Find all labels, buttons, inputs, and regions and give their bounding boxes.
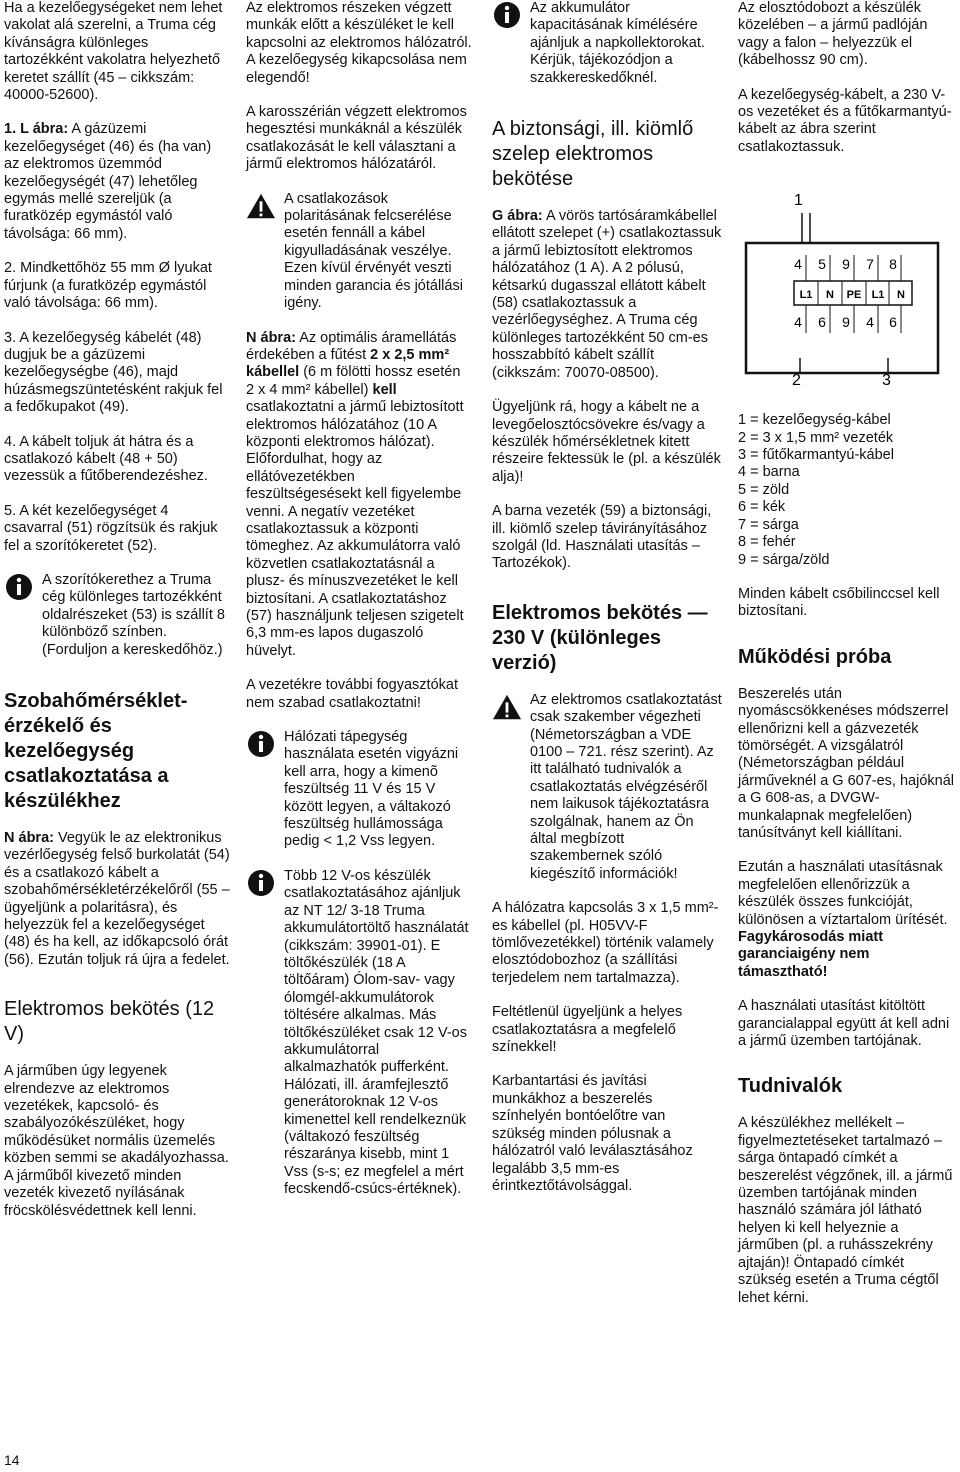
paragraph (4, 830, 230, 969)
section-heading: Elektromos bekötés — 230 V (különleges verzió) (492, 601, 708, 674)
paragraph: A járműben úgy legyenek elrendezve az elektromos vezetékek, kapcsoló- és szabályozókészüléket, hogy működésüket normális üzemelés közben semmi se akadályozhassa. A járműből kivezető minden vezeték kivezető nyílásának fröcskölésvédettnek kell lenni. (4, 1063, 229, 1219)
paragraph: Ügyeljünk rá, hogy a kábelt ne a levegőelosztócsövekre és/vagy a készülék hőmérsékletnek kitett részeire fektessük le (pl. a készülék alja)! (492, 399, 721, 485)
paragraph: Ha a kezelőegységeket nem lehet vakolat alá szerelni, a Truma cég kívánságra különleges tartozékként vakolatra helyezhető keretet szállít (45 – cikkszám: 40000-52600). (4, 0, 223, 104)
info-note (246, 729, 472, 851)
legend-item: 3 = fűtőkarmantyú-kábel (738, 447, 894, 464)
warning-note (492, 692, 722, 883)
paragraph-text: A gázüzemi kezelőegységet (46) és (ha van) az elektromos üzemmód kezelőegységét (47) lehetőleg egymás mellé szereljük (a furatközép egymástól való távolsága: 66 mm). (4, 121, 212, 242)
figure-ref: N ábra: (246, 329, 296, 346)
warning-note (246, 191, 472, 313)
paragraph: Minden kábelt csőbilinccsel kell biztosítani. (738, 585, 940, 620)
note-text: A szorítókerethez a Truma cég különleges tartozékként oldalrészeket (53) is szállít 8 különböző színben. (Forduljon a kereskedőhöz.) (42, 571, 225, 658)
page-number: 14 (4, 1452, 20, 1468)
diagram-label-1: 1 (794, 192, 803, 210)
note-text: Az elektromos csatlakoztatást csak szakember végezheti (Németországban a VDE 0100 – 721. rész szerint). Az itt található tudnivalók a csatlakoztatás elvégzéséről nem laikusok tájékoztatásra szolgálnak, hanem az Ön által megbízott szakembernek szóló kiegészítő információk! (530, 691, 722, 882)
legend-item: 4 = barna (738, 464, 800, 481)
wire-number: 6 (818, 314, 826, 331)
paragraph (738, 859, 958, 981)
paragraph (492, 208, 722, 382)
info-note (246, 868, 472, 1199)
legend-item: 8 = fehér (738, 534, 796, 551)
terminal-label: N (826, 289, 834, 302)
info-icon (246, 730, 276, 758)
terminal-label: PE (846, 289, 862, 302)
wire-number: 4 (794, 314, 802, 331)
paragraph: Feltétlenül ügyeljünk a helyes csatlakoztatásra a megfelelő színekkel! (492, 1004, 683, 1056)
legend-item: 5 = zöld (738, 481, 790, 498)
diagram-label-2: 2 (792, 372, 801, 390)
paragraph-text: A vörös tartósáramkábellel ellátott szelepet (+) csatlakoztassuk a jármű lebiztosított elektromos hálózatához (1 A). A 2 pólusú, kétsarkú dugasszal ellátott kábelt (58) csatlakoztassuk a vezérlőegységhez. A Truma cég különleges tartozékként 50 cm-es hosszabbító kábelt szállít (cikkszám: 70070-08500). (492, 208, 722, 381)
note-text: Több 12 V-os készülék csatlakoztatásához ajánljuk az NT 12/ 3-18 Truma akkumulátortöltő használatát (cikkszám: 39901-01). E töltőkészülék (18 A töltőáram) Ólom-sav- vagy ólomgél-akkumulátorok töltésére alkalmas. Más töltőkészüléket csak 12 V-os akkumulátorral alkalmazhatók pufferként. Hálózati, ill. áramfejlesztő generátoroknak 12 V-os kimenettel kell rendelkeznük (váltakozó feszültség részaránya kisebb, mint 1 Vss (s-s; ez megfelel a mért fecskendő-csúcs-értéknek). (284, 867, 469, 1198)
terminal-label: L1 (799, 289, 813, 302)
note-text: A csatlakozások polaritásának felcserélése esetén fennáll a kábel kigyulladásának veszélye. Ezen kívül érvényét veszti minden garancia és jótállási igény. (284, 190, 463, 312)
paragraph: A készülékhez mellékelt – figyelmeztetéseket tartalmazó – sárga öntapadó címkét a beszerelést végzőnek, ill. a jármű üzemben tartójának minden használó számára jól látható helyen ki kell helyeznie a járműben (pl. a ruhásszekrény ajtaján)! Öntapadó címkét szükség esetén a Truma cégtől lehet kérni. (738, 1115, 953, 1306)
paragraph: Beszerelés után nyomáscsökkenéses módszerrel ellenőrizni kell a gázvezeték tömörségét. A vizsgálatról (Németországban például járműveknél a G 607-es, hajóknál a G 608-as, a DVGW-munkalapnak megfelelően) tanúsítványt kell kiállítani. (738, 685, 955, 841)
wire-number: 4 (866, 314, 874, 331)
info-note (4, 572, 230, 659)
text: csatlakoztatni a jármű lebiztosított elektromos hálózatához (10 A központi elektromos hálózat). Előfordulhat, hogy az ellátóvezetékben feszültségesésekt kell figyelembe venni. A negatív vezetéket csatlakoztassuk a központi tömeghez. Az akkumulátorra való közvetlen csatlakoztatásnál a plusz- és mínuszvezetéket le kell biztosítani. A csatlakoztatáshoz (57) használjunk teljesen szigetelt 6,3 mm-es lapos dugaszoló hüvelyt. (246, 399, 464, 659)
paragraph: 4. A kábelt toljuk át hátra és a csatlakozó kábelt (48 + 50) vezessük a fűtőberendezéshez. (4, 433, 208, 485)
text: Az optimális áramellátás érdekében a fűtést (246, 329, 457, 363)
paragraph: A hálózatra kapcsolás 3 x 1,5 mm²-es kábellel (pl. H05VV-F tömlővezetékkel) történik valamely elosztódobozhoz (a szállítási terjedelem nem tartalmazza). (492, 900, 719, 986)
paragraph: Az elektromos részeken végzett munkák előtt a készüléket le kell kapcsolni az elektromos hálózatról. A kezelőegység kikapcsolása nem elegendő! (246, 0, 472, 86)
column-1 (4, 0, 230, 1237)
bold-text: kell (372, 381, 397, 398)
wire-number: 9 (842, 256, 850, 273)
section-heading: Tudnivalók (738, 1075, 843, 1098)
paragraph: Az elosztódobozt a készülék közelében – a jármű padlóján vagy a falon – helyezzük el (kábelhossz 90 cm). (738, 0, 928, 69)
wire-number: 6 (889, 314, 897, 331)
wire-number: 8 (889, 256, 897, 273)
bold-text: 2 x 2,5 mm² kábellel (246, 346, 450, 381)
paragraph: A kezelőegység-kábelt, a 230 V-os vezetéket és a fűtőkarmantyú-kábelt az ábra szerint csatlakoztassuk. (738, 86, 952, 155)
section-heading: Szobahőmérsékletérzékelő és kezelőegység csatlakoztatása a készülékhez (4, 690, 188, 812)
column-4 (738, 0, 958, 1324)
terminal-label: N (897, 289, 905, 302)
info-icon (246, 869, 276, 897)
warning-icon (246, 192, 276, 220)
note-text: Hálózati tápegység használata esetén vigyázni kell arra, hogy a kimenõ feszültség 11 V és 15 V között legyen, a váltakozó feszültség hullámossága pedig < 1,2 Vss legyen. (284, 729, 459, 850)
text: (6 m fölötti hossz esetén 2 x 4 mm² kábellel) (246, 364, 461, 398)
wire-number: 9 (842, 314, 850, 331)
figure-ref: 1. L ábra: (4, 121, 69, 138)
paragraph: Karbantartási és javítási munkákhoz a beszerelés színhelyén bontóelőtre van szükség minden pólusnak a hálózatról való leválasztásához legalább 3,5 mm-es érintkeztőtávolsággal. (492, 1073, 693, 1194)
paragraph-text: Vegyük le az elektronikus vezérlőegység felső burkolatát (54) és a csatlakozó kábelt a szobahőmérsékletérzékelőről (55 – ügyeljünk a polaritásra), és helyezzük fel a kezelőegységet (48) és ha kell, az időkapcsoló órát (56). Ezután toljuk rá újra a fedelet. (4, 830, 230, 968)
diagram-label-3: 3 (882, 372, 891, 390)
wire-number: 7 (866, 256, 874, 273)
bottom-wire-numbers (794, 314, 897, 330)
paragraph (4, 121, 230, 243)
legend-item: 6 = kék (738, 499, 786, 516)
paragraph: 5. A két kezelőegységet 4 csavarral (51) rögzítsük és rakjuk fel a szorítókeretet (52). (4, 502, 218, 554)
paragraph: A vezetékre további fogyasztókat nem szabad csatlakoztatni! (246, 677, 458, 711)
paragraph: 3. A kezelőegység kábelét (48) dugjuk be a gázüzemi kezelőegységbe (46), majd húzásmegszüntetésként rakjuk fel a fedőkupakot (49). (4, 329, 223, 416)
figure-ref: N ábra: (4, 830, 54, 846)
top-wire-numbers (794, 256, 897, 272)
junction-box-diagram (738, 183, 958, 393)
wire-number: 4 (794, 256, 802, 273)
paragraph: 2. Mindkettőhöz 55 mm Ø lyukat fúrjunk (a furatközép egymástól való távolsága: 66 mm). (4, 260, 212, 312)
paragraph: A barna vezeték (59) a biztonsági, ill. kiömlő szelep távirányításához szolgál (ld. Használati utasítás – Tartozékok). (492, 503, 712, 572)
legend-item: 9 = sárga/zöld (738, 551, 830, 568)
info-icon (492, 1, 522, 29)
section-heading: Elektromos bekötés (12 V) (4, 998, 215, 1046)
column-3 (492, 0, 722, 1212)
paragraph (246, 330, 472, 661)
wire-number: 5 (818, 256, 826, 273)
paragraph: A karosszérián végzett elektromos hegesztési munkáknál a készülék csatlakozását le kell választani a jármű elektromos hálózatáról. (246, 104, 467, 173)
legend (738, 412, 958, 569)
info-note (492, 0, 722, 87)
legend-item: 7 = sárga (738, 516, 799, 533)
info-icon (4, 573, 34, 601)
legend-item: 1 = kezelőegység-kábel (738, 412, 891, 429)
warning-icon (492, 693, 522, 721)
paragraph-text: Ezután a használati utasításnak megfelelően ellenőrizzük a készülék összes funkcióját, különösen a víztartalom ürítését. (738, 859, 948, 928)
figure-ref: G ábra: (492, 208, 543, 225)
legend-item: 2 = 3 x 1,5 mm² vezeték (738, 429, 894, 446)
section-heading: Működési próba (738, 645, 892, 668)
column-2 (246, 0, 472, 1216)
bold-text: Fagykárosodás miatt garanciaigény nem támasztható! (738, 929, 884, 980)
note-text: Az akkumulátor kapacitásának kímélésére ajánljuk a napkollektorokat. Kérjük, tájékozódjon a szakkereskedőknél. (530, 0, 705, 86)
section-heading: A biztonsági, ill. kiömlő szelep elektromos bekötése (492, 118, 694, 191)
terminal-label: L1 (871, 289, 885, 302)
paragraph: A használati utasítást kitöltött garancialappal együtt át kell adni a jármű üzemben tartójának. (738, 998, 950, 1050)
